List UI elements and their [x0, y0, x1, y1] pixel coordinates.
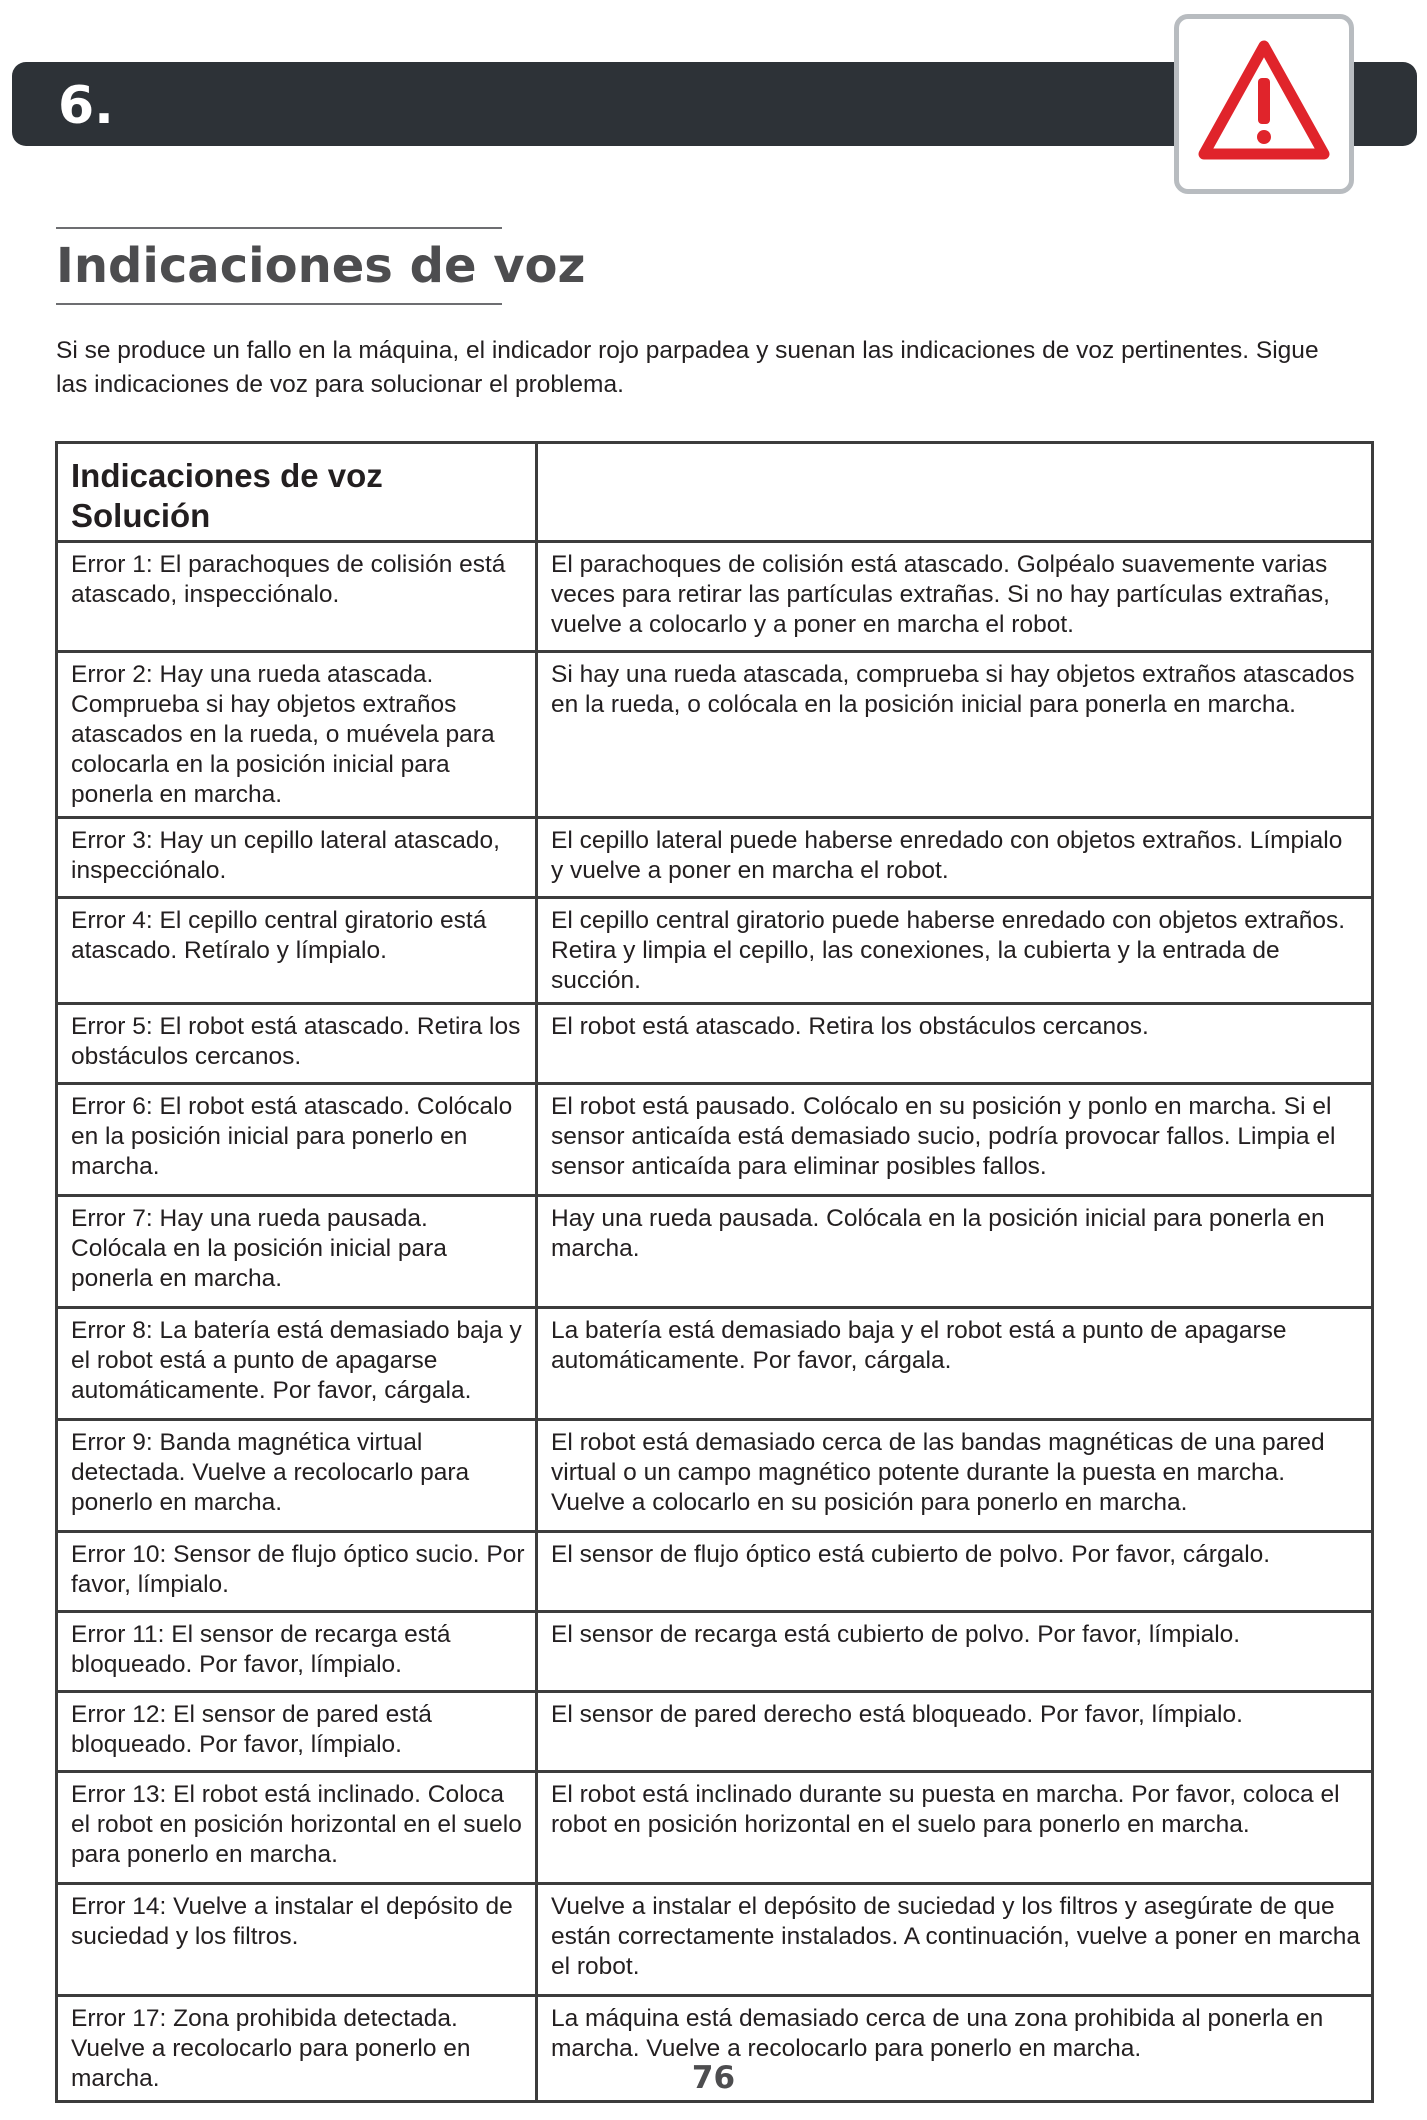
title-top-rule: [56, 227, 502, 229]
table-row: [57, 1308, 1373, 1420]
table-row: [57, 1420, 1373, 1532]
solution-cell: La batería está demasiado baja y el robot está a punto de apagarse automáticamente. Por favor, cárgala.: [537, 1308, 1373, 1420]
table-row: [57, 1692, 1373, 1772]
title-underline: [56, 303, 502, 305]
page-title: Indicaciones de voz: [56, 238, 586, 294]
section-number: 6.: [58, 76, 114, 136]
table-row: [57, 818, 1373, 898]
voice-prompt-cell: Error 6: El robot está atascado. Colócalo en la posición inicial para ponerlo en marcha.: [57, 1084, 537, 1196]
solution-cell: El sensor de recarga está cubierto de polvo. Por favor, límpialo.: [537, 1612, 1373, 1692]
voice-prompt-cell: Error 4: El cepillo central giratorio está atascado. Retíralo y límpialo.: [57, 898, 537, 1004]
voice-prompts-table: [55, 441, 1374, 2103]
solution-cell: El sensor de flujo óptico está cubierto de polvo. Por favor, cárgalo.: [537, 1532, 1373, 1612]
intro-paragraph: Si se produce un fallo en la máquina, el indicador rojo parpadea y suenan las indicaciones de voz pertinentes. Sigue las indicaciones de voz para solucionar el problema.: [56, 337, 1319, 398]
table-row: [57, 1612, 1373, 1692]
solution-cell: El robot está pausado. Colócalo en su posición y ponlo en marcha. Si el sensor anticaída está demasiado sucio, podría provocar fallos. Limpia el sensor anticaída para eliminar posibles fallos.: [537, 1084, 1373, 1196]
voice-prompt-cell: Error 5: El robot está atascado. Retira los obstáculos cercanos.: [57, 1004, 537, 1084]
voice-prompt-cell: Error 7: Hay una rueda pausada. Colócala en la posición inicial para ponerla en marcha.: [57, 1196, 537, 1308]
solution-cell: Hay una rueda pausada. Colócala en la posición inicial para ponerla en marcha.: [537, 1196, 1373, 1308]
table-row: [57, 1004, 1373, 1084]
solution-cell: El cepillo central giratorio puede haberse enredado con objetos extraños. Retira y limpia el cepillo, las conexiones, la cubierta y la entrada de succión.: [537, 898, 1373, 1004]
solution-cell: El robot está atascado. Retira los obstáculos cercanos.: [537, 1004, 1373, 1084]
voice-prompt-cell: Error 14: Vuelve a instalar el depósito de suciedad y los filtros.: [57, 1884, 537, 1996]
solution-cell: La máquina está demasiado cerca de una zona prohibida al ponerla en marcha. Vuelve a recolocarlo para ponerlo en marcha.: [537, 1996, 1373, 2102]
voice-prompt-cell: Error 11: El sensor de recarga está bloqueado. Por favor, límpialo.: [57, 1612, 537, 1692]
solution-cell: Vuelve a instalar el depósito de suciedad y los filtros y asegúrate de que están correctamente instalados. A continuación, vuelve a poner en marcha el robot.: [537, 1884, 1373, 1996]
solution-cell: El robot está inclinado durante su puesta en marcha. Por favor, coloca el robot en posición horizontal en el suelo para ponerlo en marcha.: [537, 1772, 1373, 1884]
solution-cell: Si hay una rueda atascada, comprueba si hay objetos extraños atascados en la rueda, o colócala en la posición inicial para ponerla en marcha.: [537, 652, 1373, 818]
table-row: [57, 1532, 1373, 1612]
solution-cell: El parachoques de colisión está atascado. Golpéalo suavemente varias veces para retirar las partículas extrañas. Si no hay partículas extrañas, vuelve a colocarlo y a poner en marcha el robot.: [537, 542, 1373, 652]
table-row: [57, 1196, 1373, 1308]
warning-icon: [1196, 36, 1332, 172]
solution-cell: El cepillo lateral puede haberse enredado con objetos extraños. Límpialo y vuelve a poner en marcha el robot.: [537, 818, 1373, 898]
voice-prompt-cell: Error 17: Zona prohibida detectada. Vuelve a recolocarlo para ponerlo en marcha.: [57, 1996, 537, 2102]
table-row: [57, 1084, 1373, 1196]
solution-cell: El sensor de pared derecho está bloqueado. Por favor, límpialo.: [537, 1692, 1373, 1772]
voice-prompt-cell: Error 13: El robot está inclinado. Coloca el robot en posición horizontal en el suelo para ponerlo en marcha.: [57, 1772, 537, 1884]
voice-prompt-cell: Error 12: El sensor de pared está bloqueado. Por favor, límpialo.: [57, 1692, 537, 1772]
page-number: 76: [691, 2060, 736, 2096]
voice-prompt-cell: Error 9: Banda magnética virtual detectada. Vuelve a recolocarlo para ponerlo en marcha.: [57, 1420, 537, 1532]
table-header-empty: [537, 443, 1373, 542]
table-row: [57, 542, 1373, 652]
table-row: [57, 1884, 1373, 1996]
table-header: Indicaciones de voz Solución: [57, 443, 537, 542]
voice-prompt-cell: Error 2: Hay una rueda atascada. Comprueba si hay objetos extraños atascados en la rueda, o muévela para colocarla en la posición inicial para ponerla en marcha.: [57, 652, 537, 818]
voice-prompt-cell: Error 10: Sensor de flujo óptico sucio. Por favor, límpialo.: [57, 1532, 537, 1612]
table-row: [57, 1772, 1373, 1884]
voice-prompt-cell: Error 8: La batería está demasiado baja y el robot está a punto de apagarse automáticamente. Por favor, cárgala.: [57, 1308, 537, 1420]
warning-badge: [1174, 14, 1354, 194]
table-header-row: [57, 443, 1373, 542]
voice-prompt-cell: Error 1: El parachoques de colisión está atascado, inspecciónalo.: [57, 542, 537, 652]
voice-prompt-cell: Error 3: Hay un cepillo lateral atascado, inspecciónalo.: [57, 818, 537, 898]
table-row: [57, 652, 1373, 818]
solution-cell: El robot está demasiado cerca de las bandas magnéticas de una pared virtual o un campo magnético potente durante la puesta en marcha. Vuelve a colocarlo en su posición para ponerlo en marcha.: [537, 1420, 1373, 1532]
table-row: [57, 898, 1373, 1004]
